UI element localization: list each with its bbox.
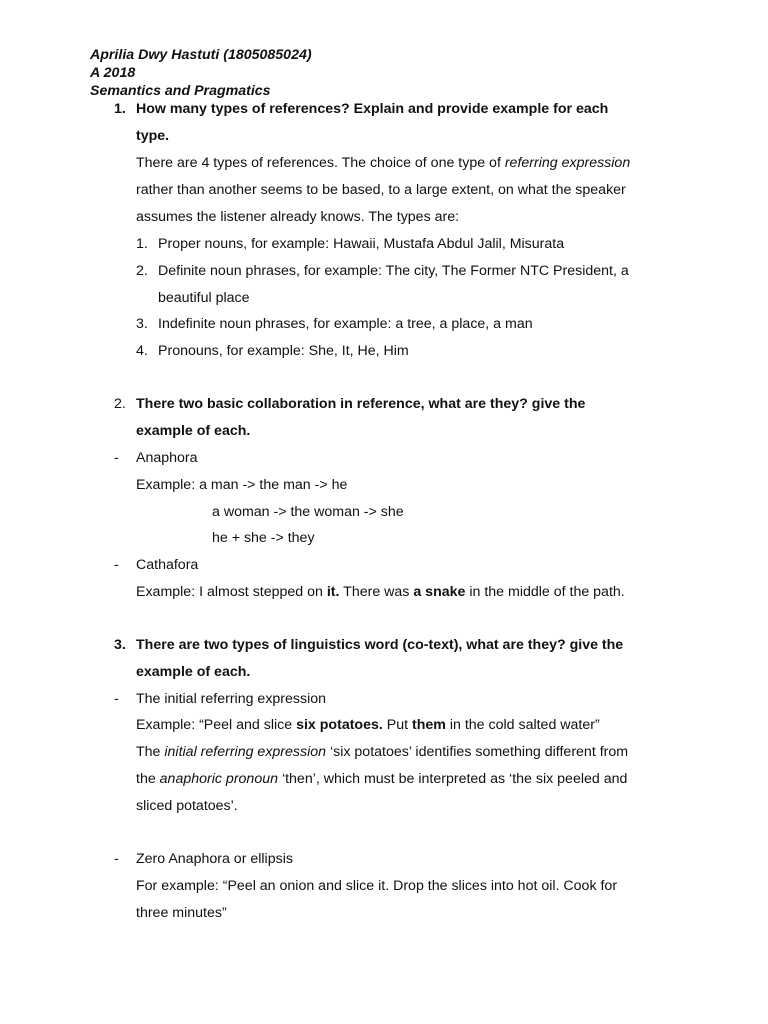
text-run: in the cold salted water” (445, 717, 600, 733)
q2-anaphora-example-line2: a woman -> the woman -> she (212, 504, 404, 520)
q3-explanation-line2 (136, 772, 627, 786)
q1-title-line2: type. (136, 128, 170, 144)
q1-paragraph-line1 (136, 156, 630, 170)
q1-number: 1. (114, 101, 126, 117)
text-run: ‘six potatoes’ identifies something different from (326, 744, 629, 760)
text-run: Put (382, 717, 413, 733)
text-run: ‘then’, which must be interpreted as ‘the six peeled and (278, 771, 628, 787)
text-run: in the middle of the path. (465, 584, 625, 600)
q1-item-text-cont: beautiful place (158, 290, 250, 306)
q2-anaphora-example: Example: a man -> the man -> he (136, 477, 348, 493)
text-run: There was (339, 584, 414, 600)
q1-item-text: Definite noun phrases, for example: The city, The Former NTC President, a (158, 263, 629, 279)
q1-p1-text: There are 4 types of references. The choice of one type of (136, 155, 505, 171)
q1-item-number: 2. (136, 263, 148, 279)
text-run: The (136, 744, 165, 760)
bullet-dash: - (114, 851, 119, 867)
q1-title-line1: How many types of references? Explain and provide example for each (136, 101, 609, 117)
q3-explanation-line3: sliced potatoes’. (136, 798, 238, 814)
bullet-dash: - (114, 691, 119, 707)
text-run: the (136, 771, 160, 787)
q1-paragraph-line3: assumes the listener already knows. The types are: (136, 209, 460, 225)
q3-initial-expression: The initial referring expression (136, 691, 327, 707)
italic-run: initial referring expression (164, 744, 327, 760)
q3-explanation-line1 (136, 745, 628, 759)
author-name: Aprilia Dwy Hastuti (1805085024) (90, 47, 312, 63)
bold-run: six potatoes. (296, 717, 383, 733)
q2-anaphora: Anaphora (136, 450, 198, 466)
q1-item-text: Pronouns, for example: She, It, He, Him (158, 343, 409, 359)
q3-title-line1: There are two types of linguistics word (co-text), what are they? give the (136, 637, 624, 653)
q2-title-line1: There two basic collaboration in reference, what are they? give the (136, 396, 586, 412)
q1-item-text: Proper nouns, for example: Hawaii, Mustafa Abdul Jalil, Misurata (158, 236, 565, 252)
bold-run: them (412, 717, 446, 733)
bullet-dash: - (114, 450, 119, 466)
course-title: Semantics and Pragmatics (90, 83, 271, 99)
q2-anaphora-example-line3: he + she -> they (212, 530, 315, 546)
class-label: A 2018 (90, 65, 136, 81)
q3-initial-example (136, 718, 600, 732)
q1-item-number: 1. (136, 236, 148, 252)
q3-zero-anaphora: Zero Anaphora or ellipsis (136, 851, 293, 867)
q2-cathafora: Cathafora (136, 557, 199, 573)
q1-item-text: Indefinite noun phrases, for example: a tree, a place, a man (158, 316, 533, 332)
q2-title-line2: example of each. (136, 423, 251, 439)
italic-run: anaphoric pronoun (159, 771, 278, 787)
q3-title-line2: example of each. (136, 664, 251, 680)
q1-item-number: 4. (136, 343, 148, 359)
text-run: Example: “Peel and slice (136, 717, 297, 733)
text-run: Example: I almost stepped on (136, 584, 327, 600)
bold-run: it. (326, 584, 340, 600)
q3-zero-example-line1: For example: “Peel an onion and slice it. Drop the slices into hot oil. Cook for (136, 878, 618, 894)
q1-item-number: 3. (136, 316, 148, 332)
q3-number: 3. (114, 637, 126, 653)
q2-number: 2. (114, 396, 126, 412)
q2-cathafora-example (136, 585, 625, 599)
q1-paragraph-line2: rather than another seems to be based, to a large extent, on what the speaker (136, 182, 626, 198)
bullet-dash: - (114, 557, 119, 573)
q1-p1-italic: referring expression (504, 155, 631, 171)
bold-run: a snake (413, 584, 466, 600)
q3-zero-example-line2: three minutes” (136, 905, 227, 921)
